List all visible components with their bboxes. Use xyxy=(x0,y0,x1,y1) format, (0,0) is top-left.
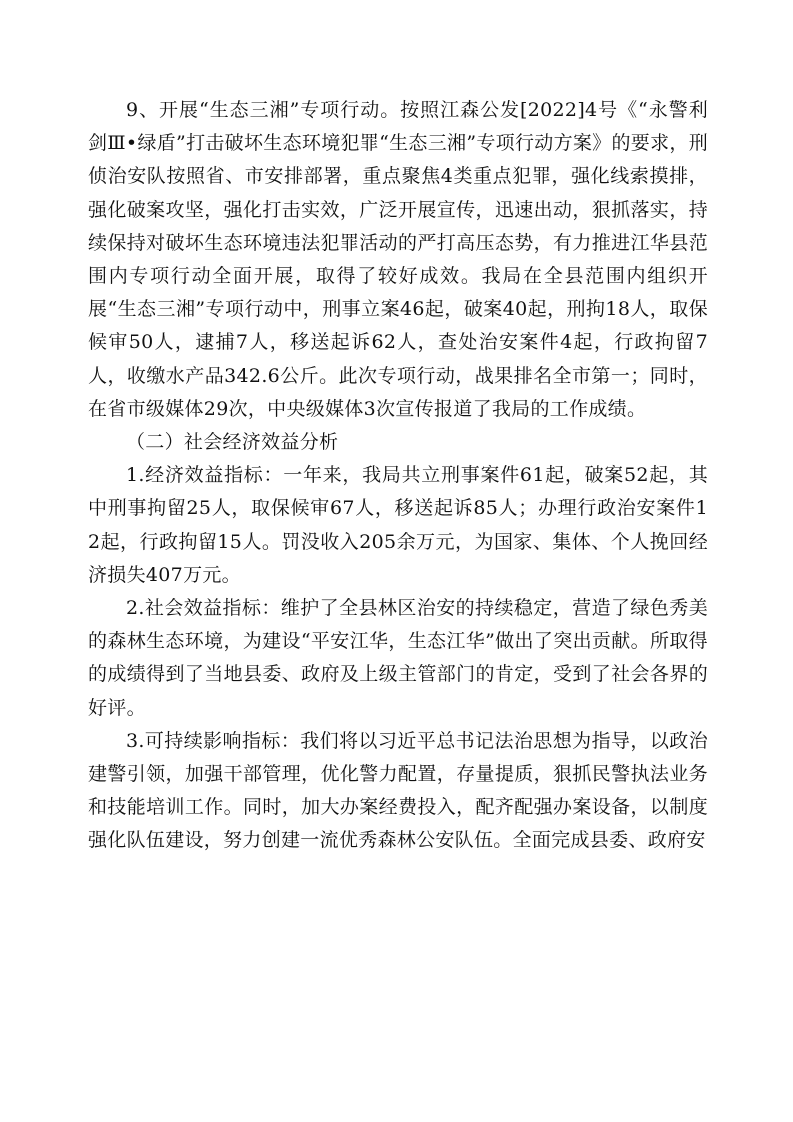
paragraph-economic-benefit: 1.经济效益指标：一年来，我局共立刑事案件61起，破案52起，其中刑事拘留25人，取保候审67人，移送起诉85人；办理行政治安案件12起，行政拘留15人。罚没收入205余万元，为国家、集体、个人挽回经济损失407万元。 xyxy=(88,464,708,586)
section-heading-social-economic: （二）社会经济效益分析 xyxy=(126,431,339,454)
paragraph-social-benefit: 2.社会效益指标：维护了全县林区治安的持续稳定，营造了绿色秀美的森林生态环境，为建设“平安江华，生态江华”做出了突出贡献。所取得的成绩得到了当地县委、政府及上级主管部门的肯定，受到了社会各界的好评。 xyxy=(88,597,708,719)
paragraph-sustainable-impact: 3.可持续影响指标：我们将以习近平总书记法治思想为指导，以政治建警引领，加强干部管理，优化警力配置，存量提质，狠抓民警执法业务和技能培训工作。同时，加大办案经费投入，配齐配强办案设备，以制度强化队伍建设，努力创建一流优秀森林公安队伍。全面完成县委、政府安 xyxy=(88,729,708,852)
document-page xyxy=(88,94,708,858)
paragraph-eco-sanxiang-action: 9、开展“生态三湘”专项行动。按照江森公发[2022]4号《“永警利剑Ⅲ•绿盾”打击破坏生态环境犯罪“生态三湘”专项行动方案》的要求，刑侦治安队按照省、市安排部署，重点聚焦4类重点犯罪，强化线索摸排，强化破案攻坚，强化打击实效，广泛开展宣传，迅速出动，狠抓落实，持续保持对破坏生态环境违法犯罪活动的严打高压态势，有力推进江华县范围内专项行动全面开展，取得了较好成效。我局在全县范围内组织开展“生态三湘”专项行动中，刑事立案46起，破案40起，刑拘18人，取保候审50人，逮捕7人，移送起诉62人，查处治安案件4起，行政拘留7人，收缴水产品342.6公斤。此次专项行动，战果排名全市第一；同时，在省市级媒体29次，中央级媒体3次宣传报道了我局的工作成绩。 xyxy=(88,99,708,420)
